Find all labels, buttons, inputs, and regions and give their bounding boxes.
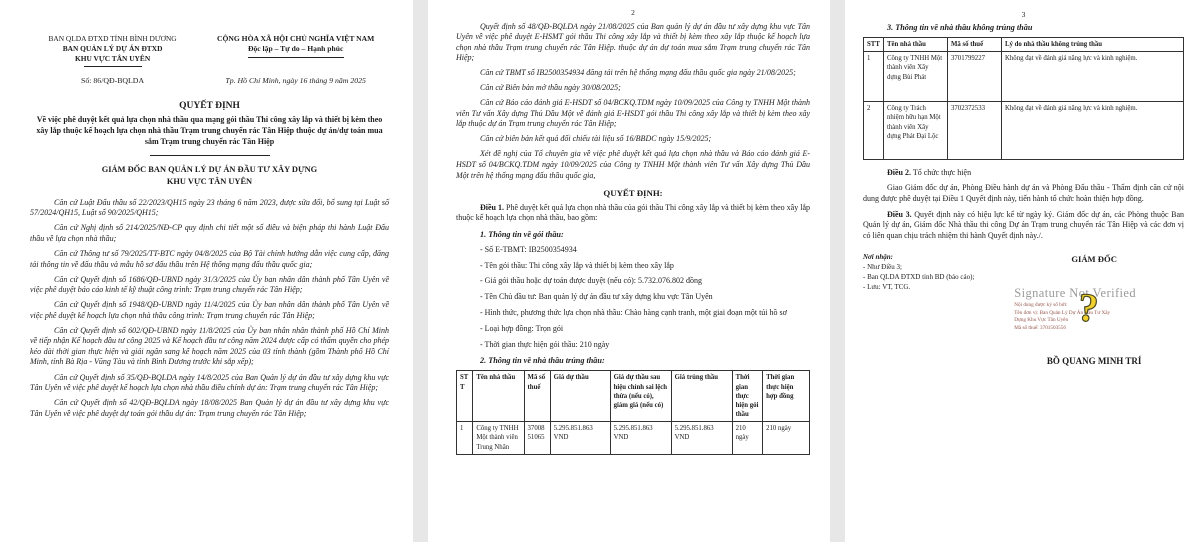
col-header-gia-sau-hieu-chinh: Giá dự thầu sau hiệu chỉnh sai lệch thừa (nếu có), giảm giá (nếu có) [610,371,671,422]
recital: Căn cứ Quyết định số 1686/QĐ-UBND ngày 31/3/2025 của Ủy ban nhân dân thành phố Tân Uyên về việc phê duyệt báo cáo kinh tế kỹ thuật công trình: Trạm trung chuyển rác Tân Hiệp; [30,274,389,295]
cell-thoi-gian-hop-dong: 210 ngày [763,422,810,455]
issuing-org-block [30,34,195,67]
decision-heading: QUYẾT ĐỊNH: [603,188,663,199]
article-3 [863,210,1184,242]
package-info-item: - Tên Chủ đầu tư: Ban quản lý dự án đầu tư xây dựng khu vực Tân Uyên [480,292,713,302]
subtitle-divider [150,155,270,156]
doc-number-date-row [30,76,389,85]
cell-gia-trung-thau: 5.295.851.863 VND [671,422,732,455]
page-number: 3 [1021,10,1026,19]
motto-underline [248,57,344,58]
col-header-ma-so-thue: Mã số thuế [524,371,550,422]
signature-detail-line: Dựng Khu Vực Tân Uyên [1014,317,1069,324]
package-info-item: - Tên gói thầu: Thi công xây lắp và thiết bị kèm theo xây lắp [480,260,674,270]
signature-footer [863,252,1184,366]
recital: Căn cứ TBMT số IB2500354934 đăng tải trên hệ thống mạng đấu thầu quốc gia ngày 21/08/2025; [480,68,796,78]
national-title: CỘNG HÒA XÃ HỘI CHỦ NGHĨA VIỆT NAM [217,34,375,43]
national-motto-block [202,34,389,67]
cell-ten-nha-thau: Công ty TNHH Một thành viên Xây dựng Bùi Phát [884,52,948,102]
article-3-label: Điều 3. [887,209,912,219]
col-header-ma-so-thue: Mã số thuế [948,38,1002,52]
cell-stt: 2 [864,102,884,160]
signature-detail-line: Nội dung được ký số bởi: [1014,301,1068,308]
article-1 [456,203,810,225]
signature-question-icon: ? [1075,284,1101,331]
cell-stt: 1 [457,422,473,455]
digital-signature-stamp [1014,286,1184,348]
page-number: 2 [631,8,635,17]
document-page-1 [0,0,413,542]
national-motto: Độc lập – Tự do – Hạnh phúc [247,44,344,54]
winning-bidder-table [456,370,810,454]
recipients-label: Nơi nhận: [863,252,894,261]
signature-block [1004,252,1184,366]
table-header-row [457,371,810,422]
col-header-ten-nha-thau: Tên nhà thầu [884,38,948,52]
col-header-stt: STT [864,38,884,52]
article-2-title: Tổ chức thực hiện [911,168,972,178]
signer-title: GIÁM ĐỐC [1071,253,1117,264]
cell-ma-so-thue: 3700851065 [524,422,550,455]
recital: Căn cứ Quyết định số 35/QĐ-BQLDA ngày 14/8/2025 của Ban Quản lý dự án đầu tư xây dựng khu vực Tân Uyên về việc phê duyệt kế hoạch lựa chọn nhà thầu điều chỉnh dự án: Trạm trung chuyển rác Tân Hiệp; [30,372,389,393]
recital: Căn cứ Quyết định số 42/QĐ-BQLDA ngày 18/08/2025 Ban Quản lý dự án đầu tư xây dựng khu vực Tân Uyên về việc phê duyệt dự toán gói thầu dự án: Trạm trung chuyển rác Tân Hiệp; [30,398,389,418]
table-header-row [864,38,1184,52]
cell-ly-do: Không đạt về đánh giá năng lực và kinh nghiệm. [1002,102,1184,160]
article-3-text: Quyết định này có hiệu lực kể từ ngày ký. Giám đốc dự án, các Phòng thuộc Ban Quản lý dự án, Giám đốc Nhà thầu thi công Dự án Trạm trung chuyển rác Tân Hiệp và các đơn vị có liên quan chịu trách nhiệm thi hành Quyết định này./. [863,209,1185,241]
org-name-line1: BAN QUẢN LÝ DỰ ÁN ĐTXD [62,43,163,53]
cell-thoi-gian-goi-thau: 210 ngày [732,422,763,455]
document-title: QUYẾT ĐỊNH [179,100,240,111]
article-2-text: Giao Giám đốc dự án, Phòng Điều hành dự án và Phòng Đấu thầu - Thẩm định căn cứ nội dung được phê duyệt tại Điều 1 Quyết định này, tiến hành tổ chức hoàn thiện hợp đồng. [863,183,1184,204]
signature-detail-line: Tên đơn vị: Ban Quản Lý Dự Án Đầu Tư Xây [1014,309,1111,316]
document-number: Số: 86/QĐ-BQLDA [81,75,145,85]
authority-heading: GIÁM ĐỐC BAN QUẢN LÝ DỰ ÁN ĐẦU TƯ XÂY DỰNG KHU VỰC TÂN UYÊN [101,165,318,187]
cell-ten-nha-thau: Công ty Trách nhiệm hữu hạn Một thành viên Xây dựng Phát Đại Lộc [884,102,948,160]
article-1-text: Phê duyệt kết quả lựa chọn nhà thầu của gói thầu Thi công xây lắp và thiết bị kèm theo xây lắp thuộc kế hoạch lựa chọn nhà thầu, bao gồm: [456,202,811,223]
document-page-2 [428,0,830,542]
cell-ly-do: Không đạt về đánh giá năng lực và kinh nghiệm. [1002,52,1184,102]
org-underline [84,66,142,67]
col-header-gia-du-thau: Giá dự thầu [550,371,610,422]
place-and-date: Tp. Hồ Chí Minh, ngày 16 tháng 9 năm 2025 [225,75,366,85]
article-2-label: Điều 2. [887,168,911,178]
recital: Căn cứ Nghị định số 214/2025/NĐ-CP quy định chi tiết một số điều và biện pháp thi hành Luật Đấu thầu về lựa chọn nhà thầu; [30,223,389,244]
recital: Căn cứ biên bản kết quả đối chiếu tài liệu số 16/BBDC ngày 15/9/2025; [480,134,712,144]
recital: Căn cứ Luật Đấu thầu số 22/2023/QH15 ngày 23 tháng 6 năm 2023, được sửa đổi, bổ sung tại Luật số 57/2024/QH15, Luật số 90/2025/QH15; [30,197,389,218]
recital: Quyết định số 48/QĐ-BQLDA ngày 21/08/2025 của Ban quản lý dự án đầu tư xây dựng khu vực Tân Uyên về việc phê duyệt E-HSMT gói thầu Thi công xây lắp và thiết bị kèm theo xây lắp thuộc kế hoạch lựa chọn nhà thầu Trạm trung chuyển rác Tân Hiệp. thuộc dự án dự toán mua sắm Trạm trung chuyển rác Tân Hiệp; [456,21,810,63]
signature-detail-line: Mã số thuế: 3701503556 [1014,325,1066,332]
non-winning-bidder-table [863,37,1184,160]
recital: Xét đề nghị của Tổ chuyên gia về việc phê duyệt kết quả lựa chọn nhà thầu và Báo cáo đánh giá E-HSDT số 04/BCKQ.TDM ngày 10/09/2025 của Công ty TNHH Một thành viên Tư vấn Xây dựng Thủ Dầu Một trên hệ thống mạng đấu thầu quốc gia, [456,149,810,180]
cell-gia-du-thau: 5.295.851.863 VND [550,422,610,455]
cell-ma-so-thue: 3702372533 [948,102,1002,160]
document-page-3 [845,0,1200,542]
cell-ten-nha-thau: Công ty TNHH Một thành viên Trung Nhân [473,422,524,455]
article-1-label: Điều 1. [480,202,505,212]
recipient-item: - Ban QLDA ĐTXD tỉnh BD (báo cáo); [863,273,975,282]
section-1-heading: 1. Thông tin về gói thầu: [480,230,564,240]
recital: Căn cứ Quyết định số 1948/QĐ-UBND ngày 11/4/2025 của Ủy ban nhân dân thành phố Tân Uyên về việc phê duyệt kế hoạch lựa chọn nhà thầu công trình: Trạm trung chuyển rác Tân Hiệp; [30,300,389,320]
table-row [864,102,1184,160]
package-info-item: - Số E-TBMT: IB2500354934 [480,244,577,254]
section-2-heading: 2. Thông tin về nhà thầu trúng thầu: [480,356,605,366]
recital: Căn cứ Thông tư số 79/2025/TT-BTC ngày 04/8/2025 của Bộ Tài chính hướng dẫn việc cung cấp, đăng tải thông tin về đấu thầu và mẫu hồ sơ đấu thầu trên Hệ thống mạng đấu thầu quốc gia; [30,249,389,269]
recital: Căn cứ Báo cáo đánh giá E-HSDT số 04/BCKQ.TDM ngày 10/09/2025 của Công ty TNHH Một thành viên Tư vấn Xây dựng Thủ Dầu Một về đánh giá E-HSDT gói thầu Thi công xây lắp và thiết bị kèm theo xây lắp thuộc dự án Trạm trung chuyển rác Tân Hiệp; [456,98,810,129]
org-parent-name: BAN QLDA ĐTXD TỈNH BÌNH DƯƠNG [48,34,177,43]
signature-status-text: Signature Not Verified [1014,285,1136,300]
section-3-heading: 3. Thông tin về nhà thầu không trúng thầu [887,23,1033,32]
recital: Căn cứ Quyết định số 602/QĐ-UBND ngày 11/8/2025 của Ủy ban nhân nhân thành phố Hồ Chí Minh về tiếp nhận Kế hoạch đầu tư công 2025 và Kế hoạch đầu tư công năm 2024 được cấp có thẩm quyền cho phép kéo dài thời gian thực hiện và giải ngân sang kế hoạch năm 2025 của 03 tỉnh thành (gồm Thành phố Hồ Chí Minh, tỉnh Bà Rịa - Vũng Tàu và tỉnh Bình Dương trước khi sắp xếp); [30,325,389,367]
package-info-item: - Giá gói thầu hoặc dự toán được duyệt (nếu có): 5.732.076.802 đồng [480,276,702,286]
recipients-block [863,252,1004,366]
cell-stt: 1 [864,52,884,102]
col-header-ten-nha-thau: Tên nhà thầu [473,371,524,422]
col-header-thoi-gian-hop-dong: Thời gian thực hiện hợp đồng [763,371,810,422]
cell-ma-so-thue: 3701799227 [948,52,1002,102]
article-2-heading [863,168,1184,179]
page1-header [30,34,389,67]
signer-name: BỒ QUANG MINH TRÍ [1046,355,1142,366]
cell-gia-sau-hieu-chinh: 5.295.851.863 VND [610,422,671,455]
col-header-stt: STT [457,371,473,422]
recipient-item: - Như Điều 3; [863,263,902,272]
col-header-ly-do: Lý do nhà thầu không trúng thầu [1002,38,1184,52]
document-subtitle: Về việc phê duyệt kết quả lựa chọn nhà thầu qua mạng gói thầu Thi công xây lắp và thiết bị kèm theo xây lắp thuộc kế hoạch lựa chọn nhà thầu Trạm trung chuyển rác Tân Hiệp thuộc dự án/dự toán mua sắm Trạm trung chuyển rác Tân Hiệp [36,114,383,146]
recital: Căn cứ Biên bản mở thầu ngày 30/08/2025; [480,83,621,93]
package-info-item: - Thời gian thực hiện gói thầu: 210 ngày [480,340,610,350]
col-header-thoi-gian-goi-thau: Thời gian thực hiện gói thầu [732,371,763,422]
table-row [457,422,810,455]
package-info-item: - Hình thức, phương thức lựa chọn nhà thầu: Chào hàng cạnh tranh, một giai đoạn một túi hồ sơ [480,308,787,318]
col-header-gia-trung-thau: Giá trúng thầu [671,371,732,422]
package-info-item: - Loại hợp đồng: Trọn gói [480,324,564,334]
table-row [864,52,1184,102]
org-name-line2: KHU VỰC TÂN UYÊN [74,53,151,63]
recipient-item: - Lưu: VT, TCG. [863,283,911,292]
